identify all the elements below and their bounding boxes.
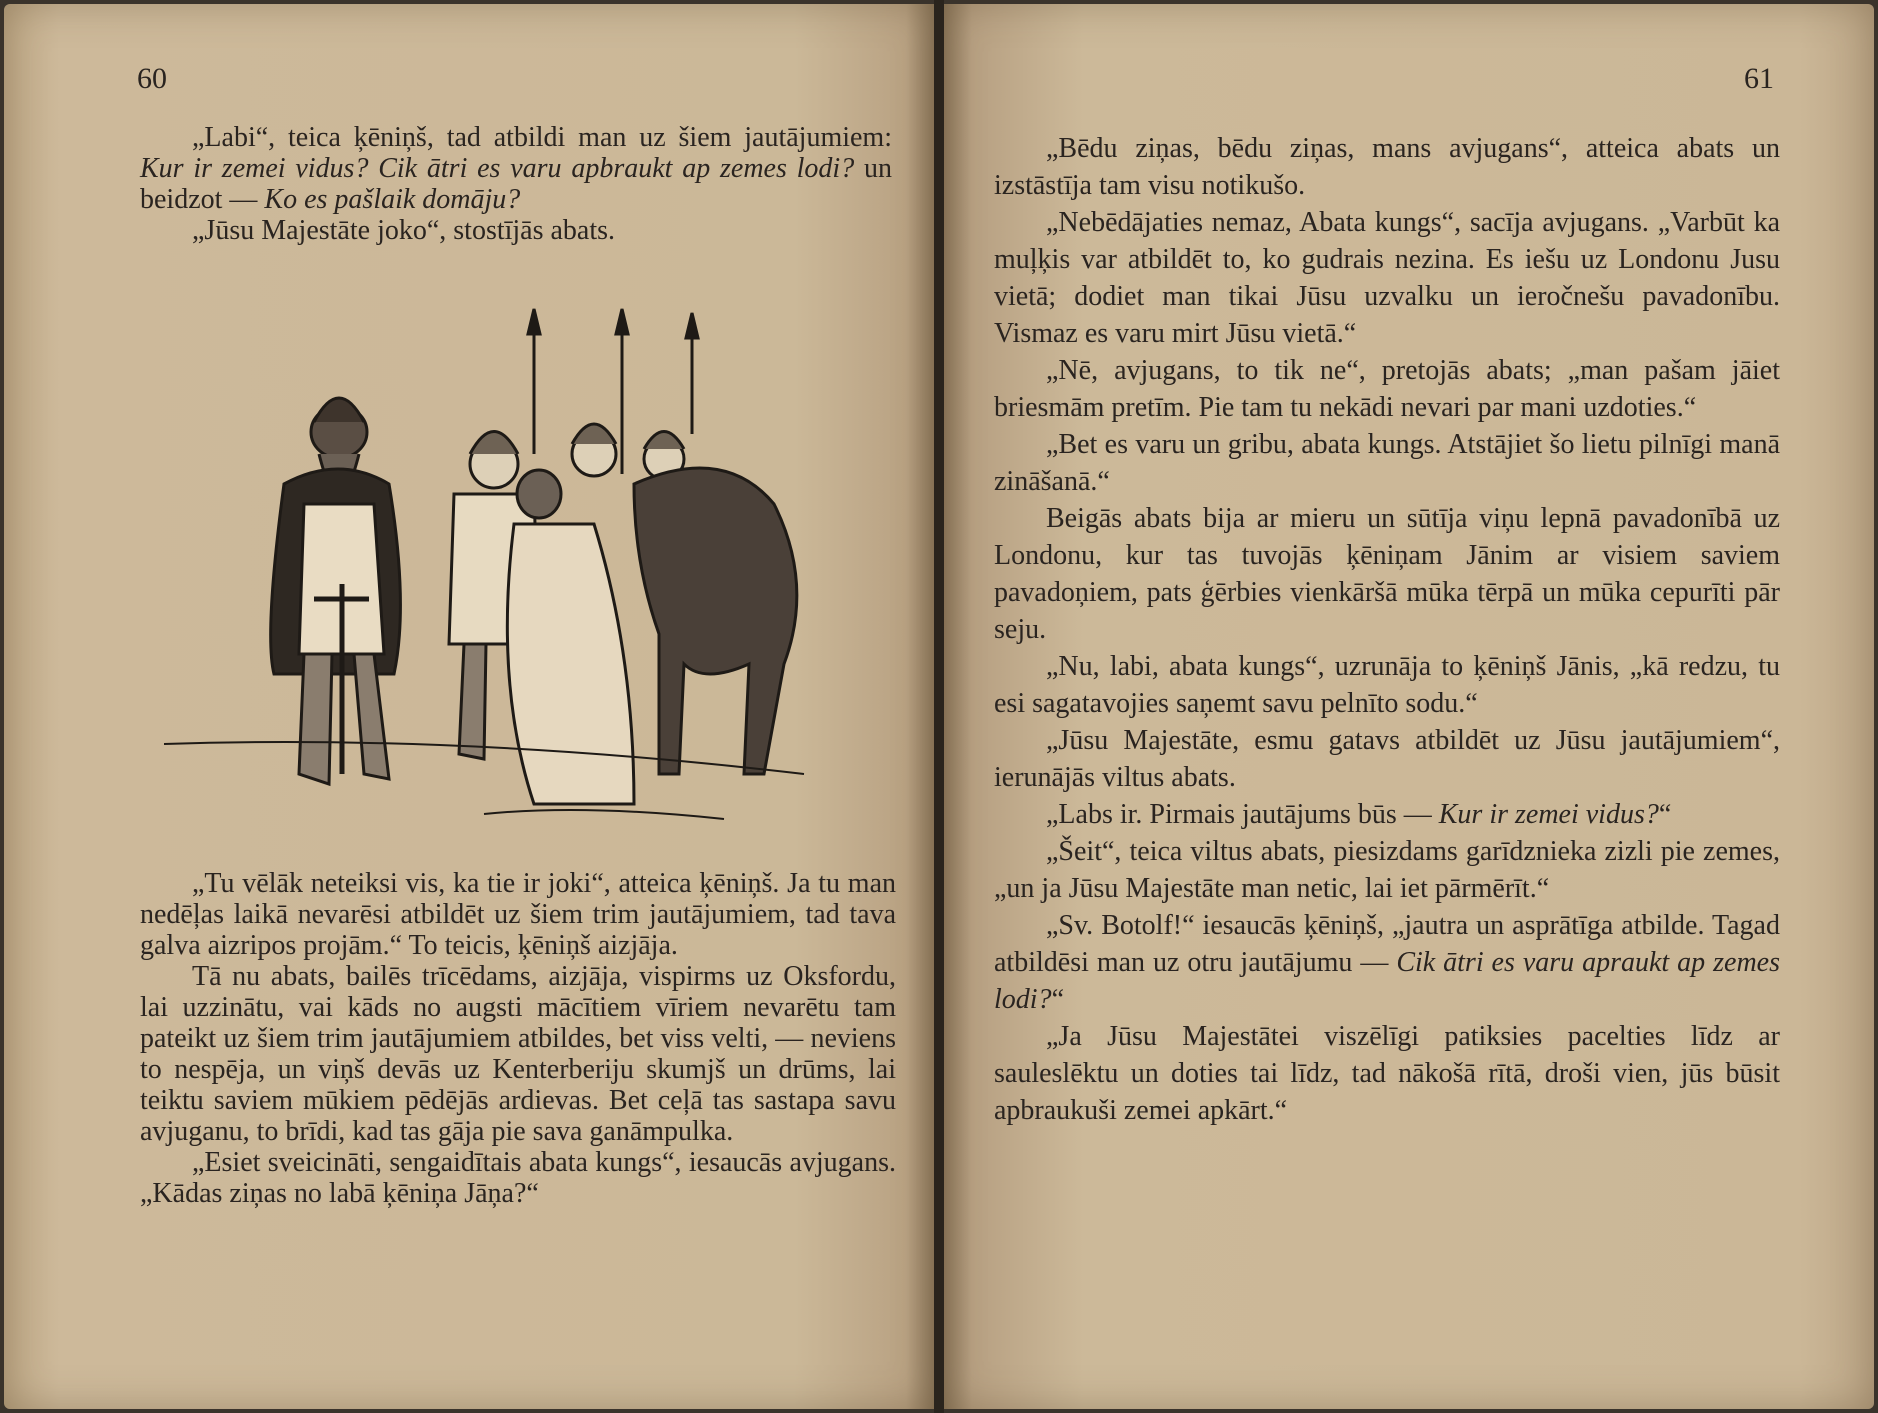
paragraph: „Jūsu Majestāte joko“, stostījās abats. (192, 215, 616, 246)
paragraph: „Bēdu ziņas, bēdu ziņas, mans avjugans“, atteica abats un izstāstīja tam visu notikušo. (994, 133, 1780, 201)
paragraph: „Nu, labi, abata kungs“, uzrunāja to ķēniņš Jānis, „kā redzu, tu esi sagatavojies saņemt savu pelnīto sodu.“ (994, 651, 1780, 719)
paragraph: „Jūsu Majestāte, esmu gatavs atbildēt uz Jūsu jautājumiem“, ierunājās viltus abats. (994, 725, 1780, 793)
illustration-king-soldiers-abbot-horse (164, 304, 854, 849)
right-page (944, 4, 1874, 1409)
left-page-top-text (140, 122, 892, 246)
paragraph: „Ja Jūsu Majestātei viszēlīgi patiksies pacelties līdz ar sauleslēktu un doties tai līdz, tad nākošā rītā, droši vien, jūs būsit apbraukuši zemei apkārt.“ (994, 1021, 1780, 1126)
page-number-right: 61 (1744, 62, 1774, 95)
right-page-text (994, 130, 1780, 1129)
left-page-bottom-text (140, 868, 896, 1209)
paragraph: „Tu vēlāk neteiksi vis, ka tie ir joki“, atteica ķēniņš. Ja tu man nedēļas laikā nevarēsi atbildēt uz šiem trim jautājumiem, tad tava galva aizripos projām.“ To teicis, ķēniņš aizjāja. (140, 868, 896, 961)
paragraph: „Nebēdājaties nemaz, Abata kungs“, sacīja avjugans. „Varbūt ka muļķis var atbildēt to, ko gudrais nezina. Es iešu uz Londonu Jusu vietā; dodiet man tikai Jūsu uzvalku un ieročnešu pavadonību. Vismaz es varu mirt Jūsu vietā.“ (994, 207, 1780, 349)
paragraph: „Šeit“, teica viltus abats, piesizdams garīdznieka zizli pie zemes, „un ja Jūsu Majestāte man netic, lai iet pārmērīt.“ (994, 836, 1780, 904)
paragraph: „Labs ir. Pirmais jautājums būs — Kur ir zemei vidus?“ (1046, 799, 1672, 830)
paragraph: Tā nu abats, bailēs trīcēdams, aizjāja, vispirms uz Oksfordu, lai uzzinātu, vai kāds no augsti mācītiem vīriem nevarētu tam pateikt uz šiem trim jautājumiem atbildes, bet viss velti, — neviens to nespēja, un viņš devās uz Kenterberiju skumjš un drūms, lai teiktu saviem mūkiem pēdējās ardievas. Bet ceļā tas sastapa savu avjuganu, to brīdi, kad tas gāja pie sava ganāmpulka. (140, 961, 896, 1147)
paragraph: „Labi“, teica ķēniņš, tad atbildi man uz šiem jautājumiem: Kur ir zemei vidus? Cik ātri es varu apbraukt ap zemes lodi? un beidzot — Ko es pašlaik domāju? (140, 122, 892, 215)
paragraph: „Sv. Botolf!“ iesaucās ķēniņš, „jautra un asprātīga atbilde. Tagad atbildēsi man uz otru jautājumu — Cik ātri es varu apraukt ap zemes lodi?“ (994, 910, 1780, 1015)
paragraph: „Nē, avjugans, to tik ne“, pretojās abats; „man pašam jāiet briesmām pretīm. Pie tam tu nekādi nevari par mani uzdoties.“ (994, 355, 1780, 423)
paragraph: „Esiet sveicināti, sengaidītais abata kungs“, iesaucās avjugans. „Kādas ziņas no labā ķēniņa Jāņa?“ (140, 1147, 896, 1209)
left-page (4, 4, 934, 1409)
book-gutter (934, 0, 944, 1413)
paragraph: Beigās abats bija ar mieru un sūtīja viņu lepnā pavadonībā uz Londonu, kur tas tuvojās ķēniņam Jānim ar visiem saviem pavadoņiem, pats ģērbies vienkāršā mūka tērpā un mūka cepurīti pār seju. (994, 503, 1780, 645)
page-number-left: 60 (137, 62, 167, 95)
paragraph: „Bet es varu un gribu, abata kungs. Atstājiet šo lietu pilnīgi manā zināšanā.“ (994, 429, 1780, 497)
